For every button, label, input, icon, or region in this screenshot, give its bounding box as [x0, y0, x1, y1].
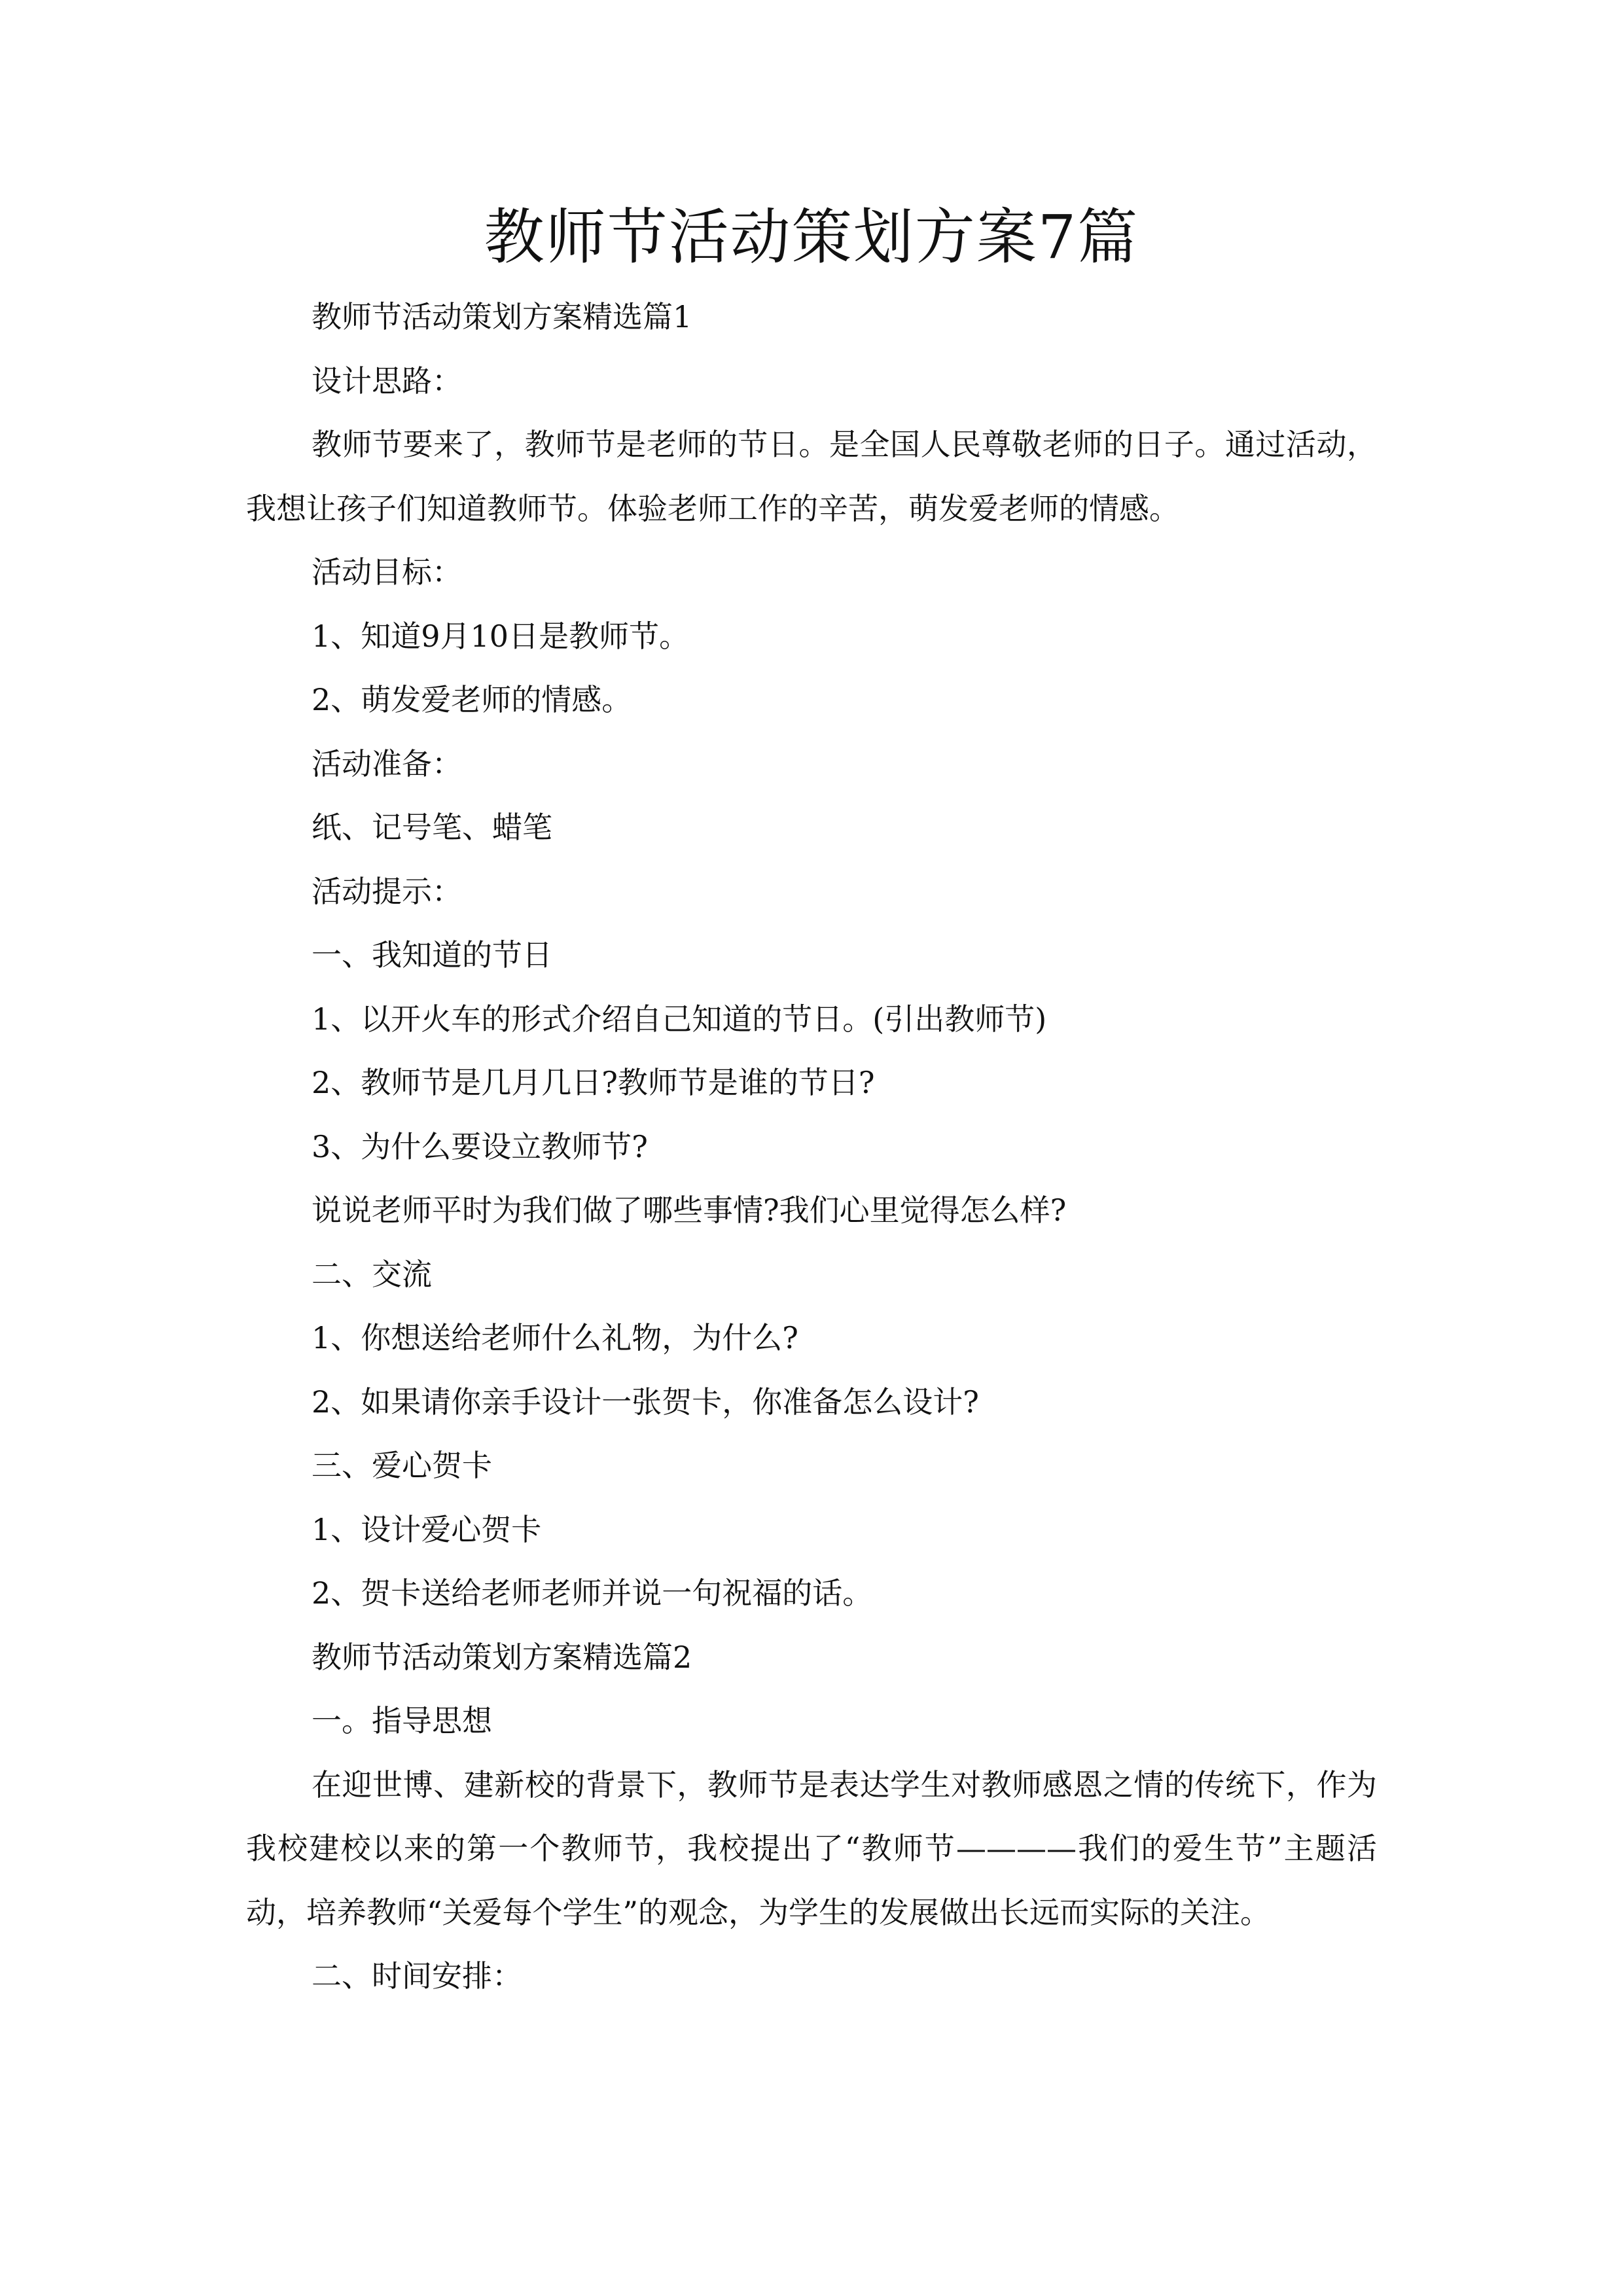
- subsection-heading: 二、时间安排：: [312, 1958, 522, 1994]
- design-idea-paragraph: 教师节要来了，教师节是老师的节日。是全国人民尊敬老师的日子。通过活动，我想让孩子们知道教师节。体验老师工作的辛苦，萌发爱老师的情感。: [246, 427, 1377, 526]
- subsection-heading: 三、爱心贺卡: [312, 1448, 492, 1483]
- list-item: 1、知道9月10日是教师节。: [312, 618, 690, 654]
- list-item: 纸、记号笔、蜡笔: [312, 810, 552, 845]
- section-heading-1: 教师节活动策划方案精选篇1: [312, 299, 692, 334]
- list-item: 1、以开火车的形式介绍自己知道的节日。(引出教师节): [312, 1001, 1047, 1037]
- activity-goals-label: 活动目标：: [312, 554, 462, 590]
- design-idea-label: 设计思路：: [312, 363, 462, 399]
- guiding-idea-paragraph: 在迎世博、建新校的背景下，教师节是表达学生对教师感恩之情的传统下，作为我校建校以来的第一个教师节，我校提出了“教师节————我们的爱生节”主题活动，培养教师“关爱每个学生”的观念，为学生的发展做出长远而实际的关注。: [246, 1767, 1377, 1930]
- activity-prep-label: 活动准备：: [312, 745, 462, 781]
- list-item: 说说老师平时为我们做了哪些事情?我们心里觉得怎么样?: [312, 1193, 1067, 1228]
- document-title: 教师节活动策划方案7篇: [484, 202, 1139, 272]
- list-item: 2、教师节是几月几日?教师节是谁的节日?: [312, 1065, 875, 1100]
- section-heading-2: 教师节活动策划方案精选篇2: [312, 1639, 692, 1675]
- subsection-heading: 二、交流: [312, 1256, 432, 1292]
- list-item: 2、萌发爱老师的情感。: [312, 682, 632, 717]
- document-body: [246, 285, 1377, 2009]
- list-item: 3、为什么要设立教师节?: [312, 1128, 648, 1164]
- subsection-heading: 一。指导思想: [312, 1703, 492, 1738]
- list-item: 2、如果请你亲手设计一张贺卡，你准备怎么设计?: [312, 1384, 979, 1420]
- activity-tips-label: 活动提示：: [312, 873, 462, 909]
- list-item: 2、贺卡送给老师老师并说一句祝福的话。: [312, 1575, 873, 1611]
- list-item: 1、你想送给老师什么礼物，为什么?: [312, 1320, 798, 1355]
- list-item: 1、设计爱心贺卡: [312, 1511, 542, 1547]
- subsection-heading: 一、我知道的节日: [312, 937, 552, 973]
